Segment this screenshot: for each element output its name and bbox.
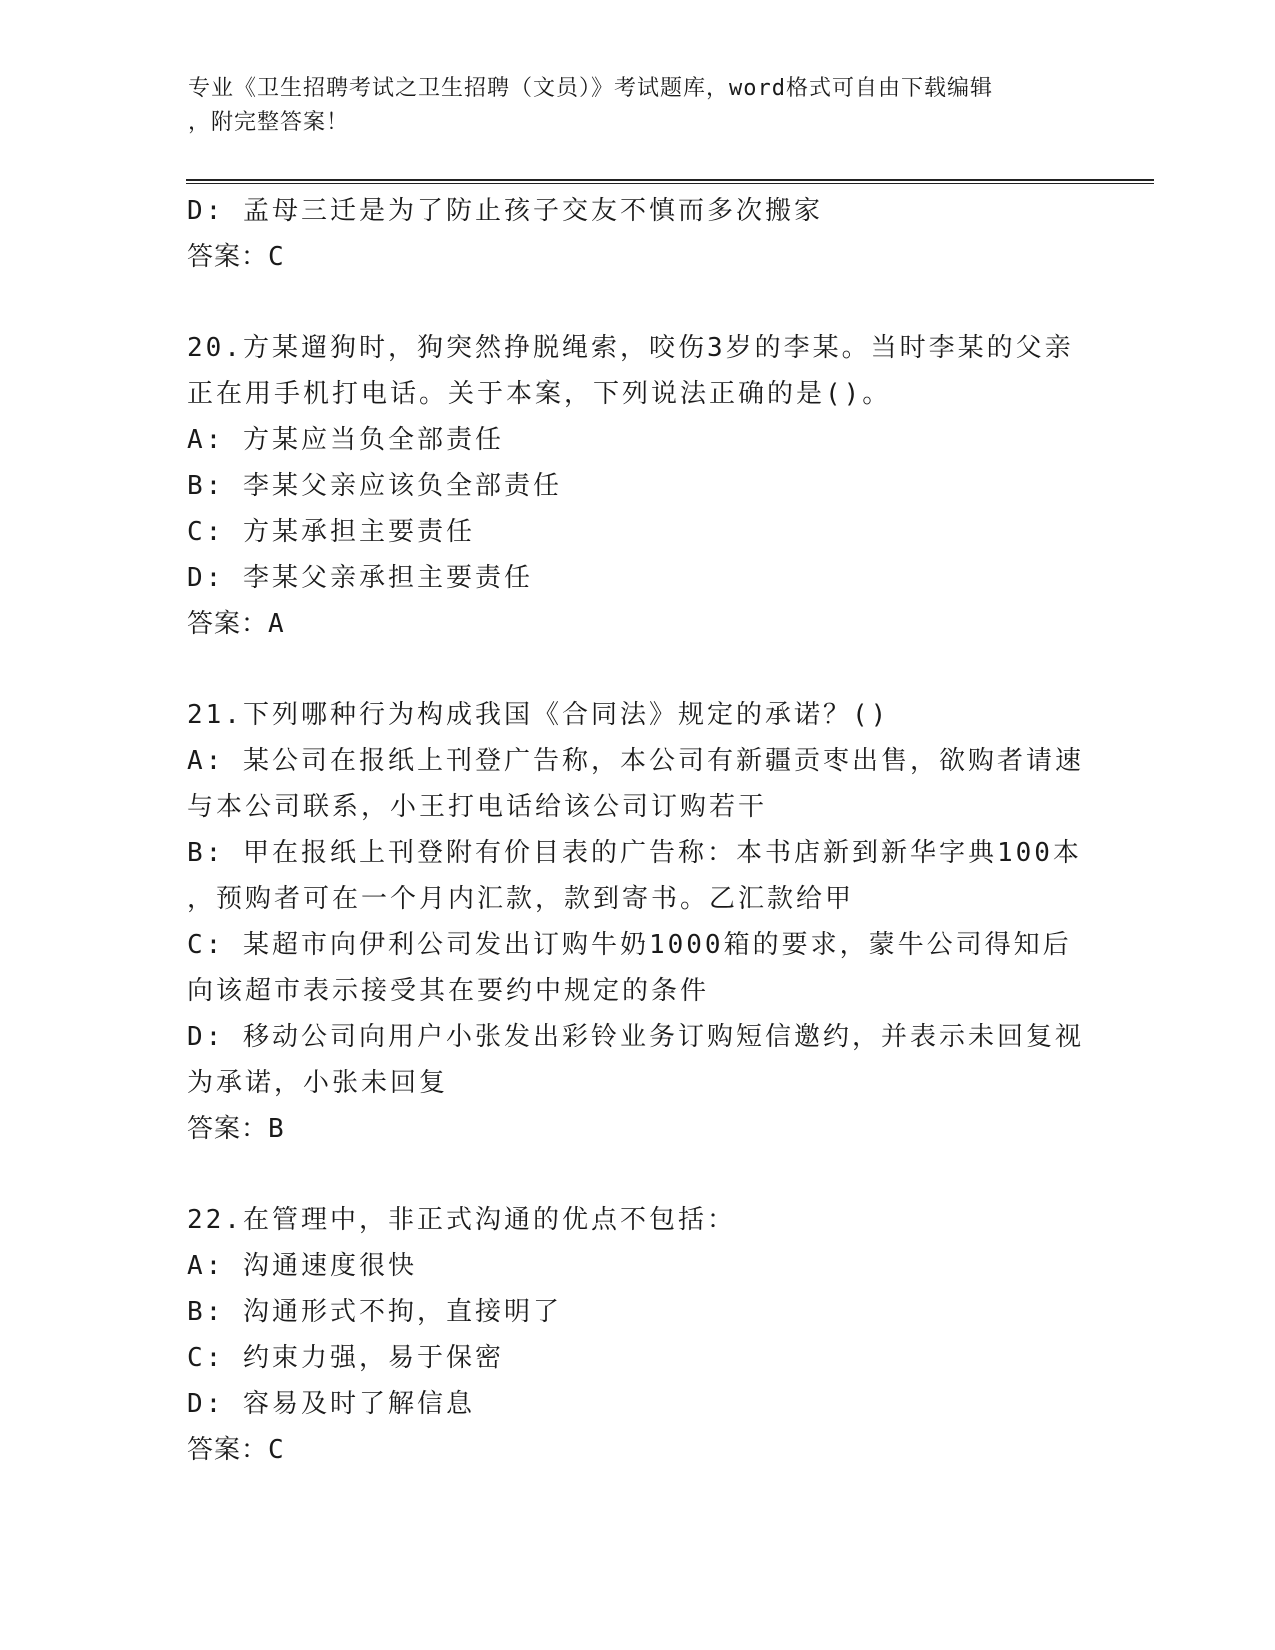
option-a: A: 沟通速度很快 — [187, 1251, 417, 1281]
answer-line — [187, 234, 1087, 280]
option-c: C: 约束力强，易于保密 — [187, 1343, 504, 1373]
question-content — [187, 188, 1087, 1473]
answer-line — [187, 1106, 1087, 1152]
answer-value: B — [268, 1114, 285, 1144]
header-divider — [186, 179, 1154, 184]
option-c: C: 某超市向伊利公司发出订购牛奶1000箱的要求，蒙牛公司得知后 — [187, 930, 1072, 960]
answer-line — [187, 601, 1087, 647]
option-d: D: 容易及时了解信息 — [187, 1389, 475, 1419]
option-a: A: 方某应当负全部责任 — [187, 425, 504, 455]
option-c-continued: 向该超市表示接受其在要约中规定的条件 — [187, 976, 710, 1006]
answer-label: 答案： — [187, 242, 269, 272]
answer-label: 答案： — [187, 1435, 269, 1465]
answer-label: 答案： — [187, 609, 269, 639]
option-c: C: 方某承担主要责任 — [187, 517, 475, 547]
option-b: B: 沟通形式不拘，直接明了 — [187, 1297, 562, 1327]
option-d: D: 李某父亲承担主要责任 — [187, 563, 533, 593]
question-stem: 20.方某遛狗时，狗突然挣脱绳索，咬伤3岁的李某。当时李某的父亲 — [187, 333, 1074, 363]
question-22 — [187, 1197, 1087, 1473]
document-header — [188, 72, 1068, 140]
answer-line — [187, 1427, 1087, 1473]
answer-value: A — [268, 609, 285, 639]
option-d: D: 移动公司向用户小张发出彩铃业务订购短信邀约，并表示未回复视 — [187, 1022, 1084, 1052]
question-21 — [187, 692, 1087, 1152]
answer-value: C — [268, 242, 285, 272]
option-b: B: 李某父亲应该负全部责任 — [187, 471, 562, 501]
answer-label: 答案： — [187, 1114, 269, 1144]
option-d: D: 孟母三迁是为了防止孩子交友不慎而多次搬家 — [187, 196, 823, 226]
question-stem: 22.在管理中，非正式沟通的优点不包括： — [187, 1205, 736, 1235]
question-stem: 正在用手机打电话。关于本案，下列说法正确的是()。 — [187, 379, 892, 409]
question-stem: 21.下列哪种行为构成我国《合同法》规定的承诺？() — [187, 700, 890, 730]
option-d-continued: 为承诺，小张未回复 — [187, 1068, 449, 1098]
question-20 — [187, 325, 1087, 647]
option-b: B: 甲在报纸上刊登附有价目表的广告称：本书店新到新华字典100本 — [187, 838, 1082, 868]
header-line-2: ，附完整答案！ — [188, 110, 350, 135]
option-b-continued: ，预购者可在一个月内汇款，款到寄书。乙汇款给甲 — [187, 884, 855, 914]
answer-value: C — [268, 1435, 285, 1465]
question-19-tail — [187, 188, 1087, 280]
option-a-continued: 与本公司联系，小王打电话给该公司订购若干 — [187, 792, 768, 822]
option-a: A: 某公司在报纸上刊登广告称，本公司有新疆贡枣出售，欲购者请速 — [187, 746, 1084, 776]
header-line-1: 专业《卫生招聘考试之卫生招聘（文员）》考试题库，word格式可自由下载编辑 — [188, 76, 993, 101]
